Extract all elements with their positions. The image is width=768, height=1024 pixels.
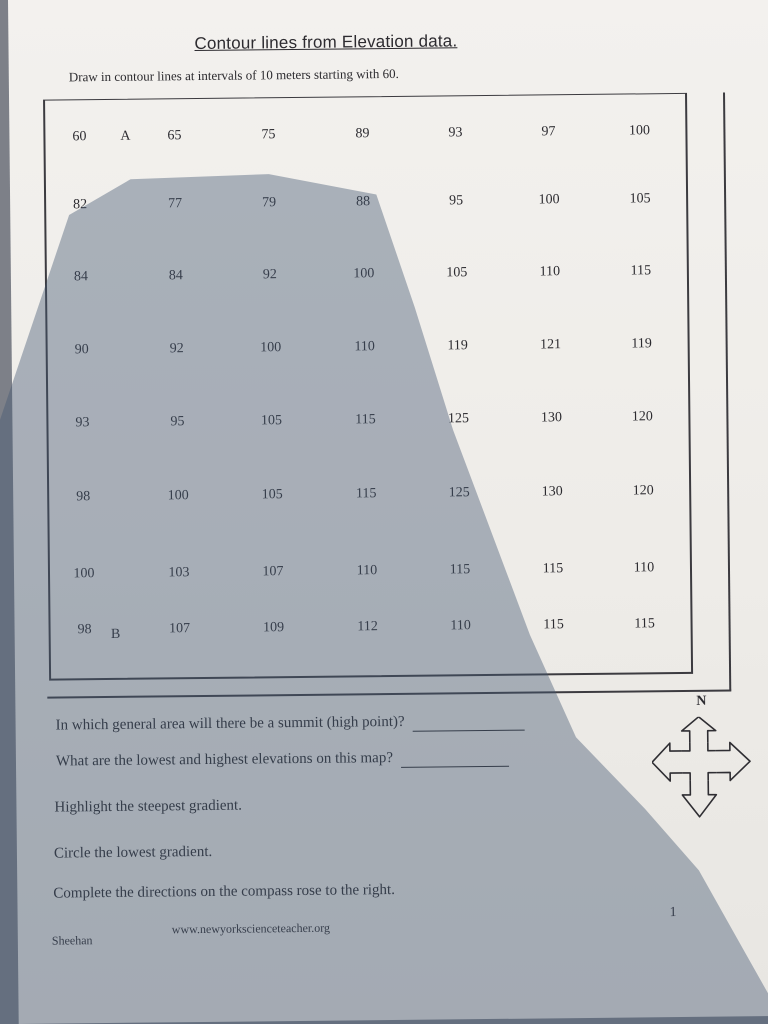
elevation-value: 130: [541, 484, 563, 500]
question-elevations-text: What are the lowest and highest elevations on this map?: [55, 750, 394, 770]
elevation-value: 105: [260, 413, 282, 429]
question-summit: [56, 713, 525, 736]
elevation-value: 100: [538, 192, 560, 208]
compass-rose-icon: [652, 716, 753, 821]
elevation-value: 84: [168, 268, 183, 284]
elevation-value: 110: [354, 339, 375, 355]
elevation-value: 105: [629, 191, 651, 207]
elevation-value: 103: [168, 565, 190, 581]
elevation-value: 110: [450, 618, 471, 634]
marker-b: B: [110, 626, 121, 642]
elevation-value: 65: [167, 128, 182, 144]
elevation-value: 100: [628, 123, 650, 139]
elevation-value: 115: [630, 263, 652, 279]
elevation-value: 110: [539, 264, 561, 280]
worksheet-page: [8, 0, 768, 1024]
compass-arrow-north: [682, 717, 716, 743]
instruction-text: Draw in contour lines at intervals of 10 meters starting with 60.: [68, 65, 399, 85]
elevation-value: 92: [262, 267, 277, 283]
elevation-value: 100: [167, 488, 189, 504]
elevation-value: 60: [72, 129, 87, 145]
elevation-value: 100: [353, 266, 375, 282]
elevation-value: 119: [631, 336, 652, 352]
marker-a: A: [120, 128, 131, 144]
elevation-value: 100: [260, 340, 282, 356]
answer-blank-elevations[interactable]: [401, 749, 509, 768]
question-steepest: Highlight the steepest gradient.: [54, 797, 243, 816]
elevation-value: 120: [632, 483, 654, 499]
author-name: Sheehan: [51, 933, 93, 948]
elevation-value: 90: [74, 342, 89, 358]
elevation-value: 115: [543, 617, 564, 633]
elevation-value: 75: [261, 127, 276, 143]
elevation-value: 115: [449, 562, 471, 578]
elevation-value: 97: [541, 124, 556, 140]
question-compass: Complete the directions on the compass rose to the right.: [53, 881, 396, 902]
grid-right-edge: [723, 92, 731, 690]
elevation-value: 98: [76, 489, 91, 505]
elevation-value: 121: [540, 337, 562, 353]
grid-bottom-edge: [47, 689, 731, 698]
elevation-value: 82: [73, 197, 88, 213]
elevation-value: 88: [356, 194, 371, 210]
elevation-value: 79: [262, 195, 277, 211]
elevation-value: 77: [168, 196, 183, 212]
question-summit-text: In which general area will there be a summit (high point)?: [55, 713, 405, 734]
elevation-value: 112: [357, 619, 378, 635]
elevation-value: 92: [169, 341, 184, 357]
compass-arrow-west: [652, 743, 682, 781]
elevation-value: 107: [169, 621, 191, 637]
worksheet-title: Contour lines from Elevation data.: [194, 31, 458, 54]
elevation-value: 95: [449, 193, 464, 209]
elevation-value: 107: [262, 564, 284, 580]
elevation-value: 93: [448, 125, 463, 141]
elevation-value: 115: [355, 486, 377, 502]
elevation-value: 119: [447, 338, 468, 354]
elevation-value: 120: [631, 409, 653, 425]
elevation-value: 105: [261, 487, 283, 503]
elevation-value: 125: [448, 485, 470, 501]
elevation-value: 100: [73, 566, 95, 582]
compass-arrow-east: [716, 742, 750, 780]
elevation-value: 95: [170, 414, 185, 430]
elevation-value: 109: [263, 620, 285, 636]
elevation-value: 93: [75, 415, 90, 431]
question-elevations: [56, 749, 509, 772]
elevation-value: 115: [634, 616, 655, 632]
page-number: 1: [669, 905, 677, 921]
website-url: www.newyorkscienceteacher.org: [171, 920, 331, 937]
elevation-value: 105: [446, 265, 468, 281]
elevation-value: 125: [447, 411, 469, 427]
compass-arrow-south: [682, 781, 716, 817]
elevation-value: 84: [73, 269, 88, 285]
elevation-value: 110: [356, 563, 378, 579]
elevation-value: 115: [542, 561, 564, 577]
elevation-grid-border: [43, 93, 693, 681]
elevation-value: 130: [540, 410, 562, 426]
elevation-value: 110: [633, 560, 655, 576]
elevation-value: 115: [355, 412, 376, 428]
compass-north-label: N: [696, 693, 707, 709]
elevation-value: 89: [355, 126, 370, 142]
answer-blank-summit[interactable]: [412, 713, 524, 732]
question-lowest-gradient: Circle the lowest gradient.: [53, 843, 213, 862]
elevation-value: 98: [77, 622, 92, 638]
